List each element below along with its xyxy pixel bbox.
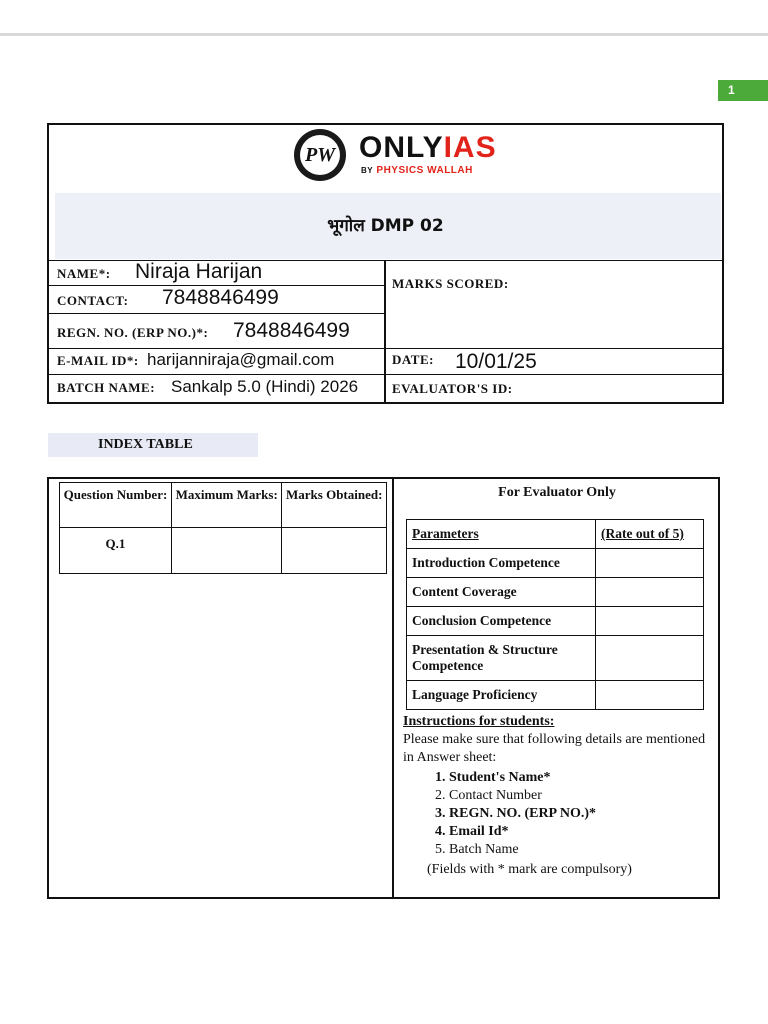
parameter-label: Content Coverage	[407, 578, 596, 607]
rate-cell	[596, 681, 704, 710]
parameter-label: Introduction Competence	[407, 549, 596, 578]
marks-obtained-cell	[282, 528, 387, 574]
date-label: DATE:	[392, 352, 434, 367]
document-title: भूगोल DMP 02	[327, 216, 444, 236]
regn-value: 7848846499	[233, 319, 350, 342]
student-details-box	[47, 123, 724, 404]
contact-row	[49, 285, 384, 313]
instructions-intro: Please make sure that following details are mentioned in Answer sheet:	[403, 732, 706, 765]
header-marks-obtained: Marks Obtained:	[282, 483, 387, 528]
question-cell: Q.1	[60, 528, 172, 574]
table-row	[407, 636, 704, 681]
list-item: 4. Email Id*	[449, 823, 713, 841]
parameter-label: Language Proficiency	[407, 681, 596, 710]
details-divider	[384, 260, 386, 402]
instructions-note: (Fields with * mark are compulsory)	[427, 862, 632, 877]
header-maximum-marks: Maximum Marks:	[171, 483, 281, 528]
list-item: 2. Contact Number	[449, 787, 713, 805]
index-evaluation-box	[47, 477, 720, 899]
brand-subtitle: BY PHYSICS WALLAH	[361, 165, 473, 176]
email-value: harijanniraja@gmail.com	[147, 350, 335, 369]
contact-value: 7848846499	[162, 286, 279, 309]
name-value: Niraja Harijan	[135, 260, 263, 283]
table-row	[407, 607, 704, 636]
index-table	[59, 482, 387, 574]
brand-name: ONLYIAS	[359, 131, 497, 164]
rate-cell	[596, 549, 704, 578]
batch-label: BATCH NAME:	[57, 380, 156, 395]
table-row	[407, 578, 704, 607]
instructions-list	[403, 769, 713, 859]
regn-label: REGN. NO. (ERP NO.)*:	[57, 325, 209, 340]
evaluator-id-label: EVALUATOR'S ID:	[392, 381, 513, 396]
parameter-label: Presentation & Structure Competence	[407, 636, 596, 681]
page-number-badge: 1	[718, 80, 768, 101]
page-top-border	[0, 33, 768, 36]
marks-scored-label: MARKS SCORED:	[392, 276, 509, 291]
date-value: 10/01/25	[455, 350, 537, 373]
instructions-title: Instructions for students:	[403, 714, 555, 729]
section-divider	[392, 479, 394, 897]
table-row	[407, 681, 704, 710]
brand-logo	[49, 125, 722, 193]
email-label: E-MAIL ID*:	[57, 353, 139, 368]
name-label: NAME*:	[57, 266, 111, 281]
header-question-number: Question Number:	[60, 483, 172, 528]
list-item: 1. Student's Name*	[449, 769, 713, 787]
rate-header: (Rate out of 5)	[596, 520, 704, 549]
contact-label: CONTACT:	[57, 293, 129, 308]
list-item: 3. REGN. NO. (ERP NO.)*	[449, 805, 713, 823]
regn-row	[49, 313, 384, 348]
table-row	[407, 549, 704, 578]
parameters-header: Parameters	[407, 520, 596, 549]
parameters-table	[406, 519, 704, 710]
pw-logo-icon: PW	[294, 129, 346, 181]
rate-cell	[596, 578, 704, 607]
parameter-label: Conclusion Competence	[407, 607, 596, 636]
rate-cell	[596, 607, 704, 636]
instructions-block	[403, 713, 713, 879]
evaluator-title: For Evaluator Only	[498, 485, 616, 500]
list-item: 5. Batch Name	[449, 841, 713, 859]
index-table-label: INDEX TABLE	[48, 433, 258, 457]
max-marks-cell	[171, 528, 281, 574]
batch-value: Sankalp 5.0 (Hindi) 2026	[171, 377, 359, 396]
table-row	[60, 528, 387, 574]
rate-cell	[596, 636, 704, 681]
